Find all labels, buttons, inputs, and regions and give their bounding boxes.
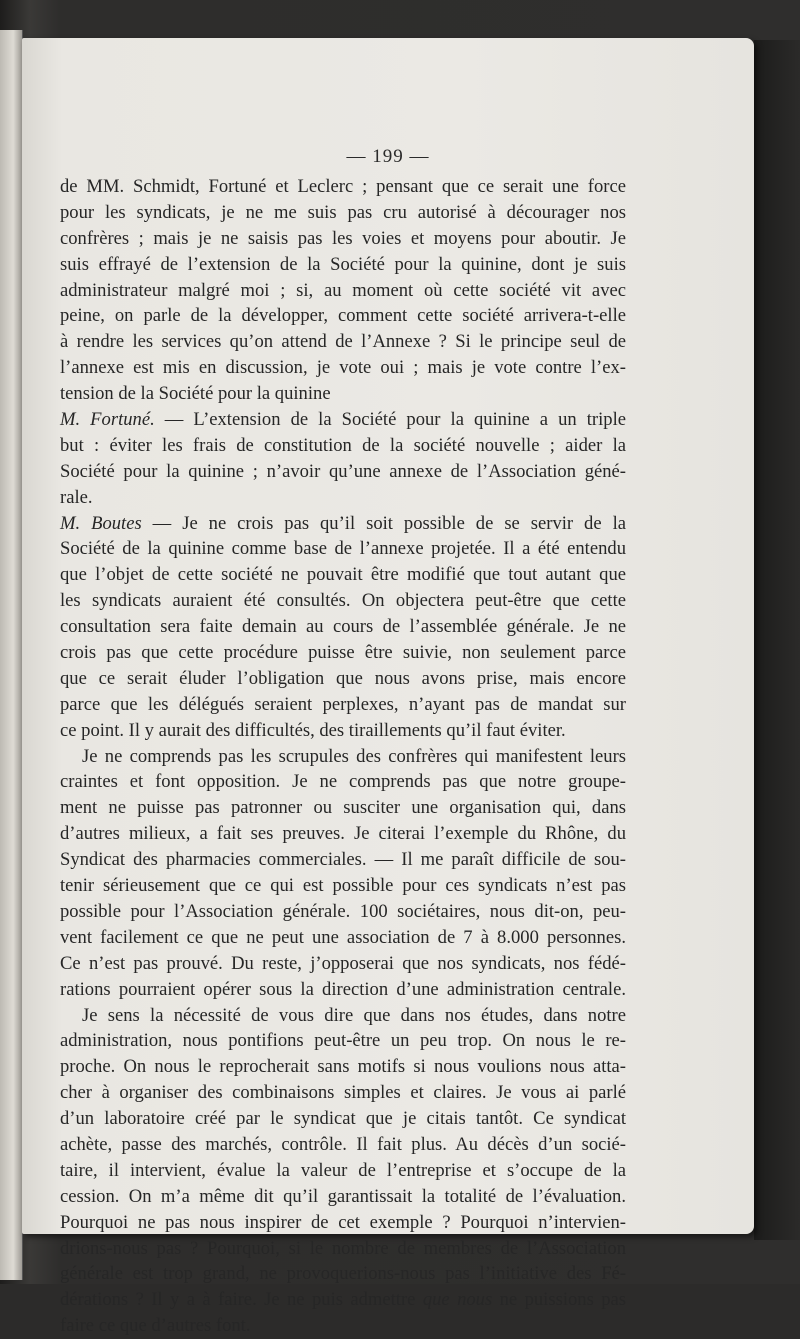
line-text: l’annexe est mis en discussion, je vote oui ; mais je vote contre l’ex- — [60, 357, 626, 379]
text-line — [60, 977, 626, 1003]
text-line — [60, 485, 626, 511]
line-text: que l’objet de cette société ne pouvait être modifié que tout autant que — [60, 564, 626, 586]
text-line — [60, 614, 626, 640]
line-text: que ce serait éluder l’obligation que nous avons prise, mais encore — [60, 667, 626, 689]
text-line — [60, 511, 626, 537]
line-text: confrères ; mais je ne saisis pas les voies et moyens pour aboutir. Je — [60, 227, 626, 249]
line-text: rations pourraient opérer sous la direction d’une administration centrale. — [60, 978, 626, 1000]
text-line — [60, 433, 626, 459]
text-line — [60, 1184, 626, 1210]
text-line — [60, 1080, 626, 1106]
line-text: parce que les délégués seraient perplexes, n’ayant pas de mandat sur — [60, 693, 626, 715]
line-text: faire ce que d’autres font. — [60, 1315, 251, 1337]
text-line — [60, 718, 626, 744]
right-background — [754, 40, 800, 1240]
text-line — [60, 1106, 626, 1132]
text-line — [60, 1261, 626, 1287]
line-text: drions-nous pas ? Pourquoi, si le nombre de membres de l’Association — [60, 1237, 626, 1259]
line-text: ce point. Il y aurait des difficultés, des tiraillements qu’il faut éviter. — [60, 719, 566, 741]
text-line — [60, 640, 626, 666]
text-line — [60, 562, 626, 588]
line-text: suis effrayé de l’extension de la Société pour la quinine, dont je suis — [60, 253, 626, 275]
line-text: consultation sera faite demain au cours de l’assemblée générale. Je ne — [60, 616, 626, 638]
line-text-continued: ne puissions pas — [492, 1289, 627, 1311]
text-line — [60, 1132, 626, 1158]
line-text: cession. On m’a même dit qu’il garantissait la totalité de l’évaluation. — [60, 1185, 626, 1207]
line-text: crois pas que cette procédure puisse être suivie, non seulement parce — [60, 642, 626, 664]
text-line — [60, 873, 626, 899]
line-text: tension de la Société pour la quinine — [60, 383, 331, 405]
text-line — [60, 459, 626, 485]
line-text: générale est trop grand, ne provoquerions-nous pas l’initiative des Fé- — [60, 1263, 626, 1285]
text-line — [60, 1210, 626, 1236]
text-line — [60, 899, 626, 925]
text-line — [60, 1028, 626, 1054]
text-line — [60, 252, 626, 278]
text-line — [60, 1287, 626, 1313]
emphasis-text: que nous — [422, 1289, 493, 1311]
line-text: Syndicat des pharmacies commerciales. — Il me paraît difficile de sou- — [60, 849, 626, 871]
text-line — [60, 692, 626, 718]
line-text: vent facilement ce que ne peut une association de 7 à 8.000 personnes. — [60, 926, 626, 948]
text-line — [60, 1003, 626, 1029]
line-text: les syndicats auraient été consultés. On objectera peut-être que cette — [60, 590, 626, 612]
text-line — [60, 303, 626, 329]
line-text: administration, nous pontifions peut-être un peu trop. On nous le re- — [60, 1030, 626, 1052]
line-text: peine, on parle de la développer, comment cette société arrivera-t-elle — [60, 305, 626, 327]
line-text: Ce n’est pas prouvé. Du reste, j’opposerai que nos syndicats, nos fédé- — [60, 952, 626, 974]
text-line — [60, 407, 626, 433]
line-text: Pourquoi ne pas nous inspirer de cet exemple ? Pourquoi n’intervien- — [60, 1211, 626, 1233]
line-text: cher à organiser des combinaisons simples et claires. Je vous ai parlé — [60, 1082, 626, 1104]
text-line — [60, 200, 626, 226]
text-line — [60, 666, 626, 692]
line-text: tenir sérieusement que ce qui est possible pour ces syndicats n’est pas — [60, 875, 626, 897]
page-number: — 199 — — [346, 146, 430, 167]
text-line — [60, 925, 626, 951]
line-text: dérations ? Il y a à faire. Je ne puis admettre — [60, 1289, 423, 1311]
line-text: ment ne puisse pas patronner ou susciter une organisation qui, dans — [60, 797, 626, 819]
text-line — [60, 355, 626, 381]
text-line — [60, 821, 626, 847]
line-text: d’autres milieux, a fait ses preuves. Je citerai l’exemple du Rhône, du — [60, 823, 626, 845]
document-page — [22, 38, 754, 1337]
body-text — [60, 174, 626, 1339]
text-line — [60, 278, 626, 304]
speaker-name: M. Boutes — [60, 512, 142, 534]
text-line — [60, 174, 626, 200]
line-text: but : éviter les frais de constitution de la société nouvelle ; aider la — [60, 434, 626, 456]
line-text: Société pour la quinine ; n’avoir qu’une annexe de l’Association géné- — [60, 460, 626, 482]
text-line — [60, 329, 626, 355]
text-line — [60, 226, 626, 252]
line-text: administrateur malgré moi ; si, au moment où cette société vit avec — [60, 279, 626, 301]
line-text: achète, passe des marchés, contrôle. Il fait plus. Au décès d’un socié- — [60, 1133, 626, 1155]
text-line — [60, 847, 626, 873]
line-text: — L’extension de la Société pour la quinine a un triple — [154, 409, 626, 431]
line-text: proche. On nous le reprocherait sans motifs si nous voulions nous atta- — [60, 1056, 626, 1078]
text-line — [60, 1313, 626, 1339]
text-line — [60, 744, 626, 770]
text-line — [60, 769, 626, 795]
line-text: taire, il intervient, évalue la valeur de l’entreprise et s’occupe de la — [60, 1159, 626, 1181]
line-text: à rendre les services qu’on attend de l’Annexe ? Si le principe seul de — [60, 331, 626, 353]
left-page-edge — [0, 30, 23, 1280]
text-line — [60, 795, 626, 821]
line-text: Je sens la nécessité de vous dire que dans nos études, dans notre — [82, 1004, 626, 1026]
line-text: craintes et font opposition. Je ne comprends pas que notre groupe- — [60, 771, 626, 793]
line-text: — Je ne crois pas qu’il soit possible de se servir de la — [141, 512, 626, 534]
line-text: d’un laboratoire créé par le syndicat que je citais tantôt. Ce syndicat — [60, 1108, 626, 1130]
text-line — [60, 536, 626, 562]
text-line — [60, 951, 626, 977]
speaker-name: M. Fortuné. — [60, 409, 155, 431]
text-line — [60, 1158, 626, 1184]
text-line — [60, 1054, 626, 1080]
text-line — [60, 381, 626, 407]
text-line — [60, 588, 626, 614]
line-text: Je ne comprends pas les scrupules des confrères qui manifestent leurs — [82, 745, 626, 767]
line-text: rale. — [60, 486, 93, 508]
line-text: de MM. Schmidt, Fortuné et Leclerc ; pensant que ce serait une force — [60, 176, 626, 197]
line-text: possible pour l’Association générale. 100 sociétaires, nous dit-on, peu- — [60, 900, 626, 922]
line-text: Société de la quinine comme base de l’annexe projetée. Il a été entendu — [60, 538, 626, 560]
line-text: pour les syndicats, je ne me suis pas cru autorisé à décourager nos — [60, 201, 626, 223]
text-line — [60, 1236, 626, 1262]
